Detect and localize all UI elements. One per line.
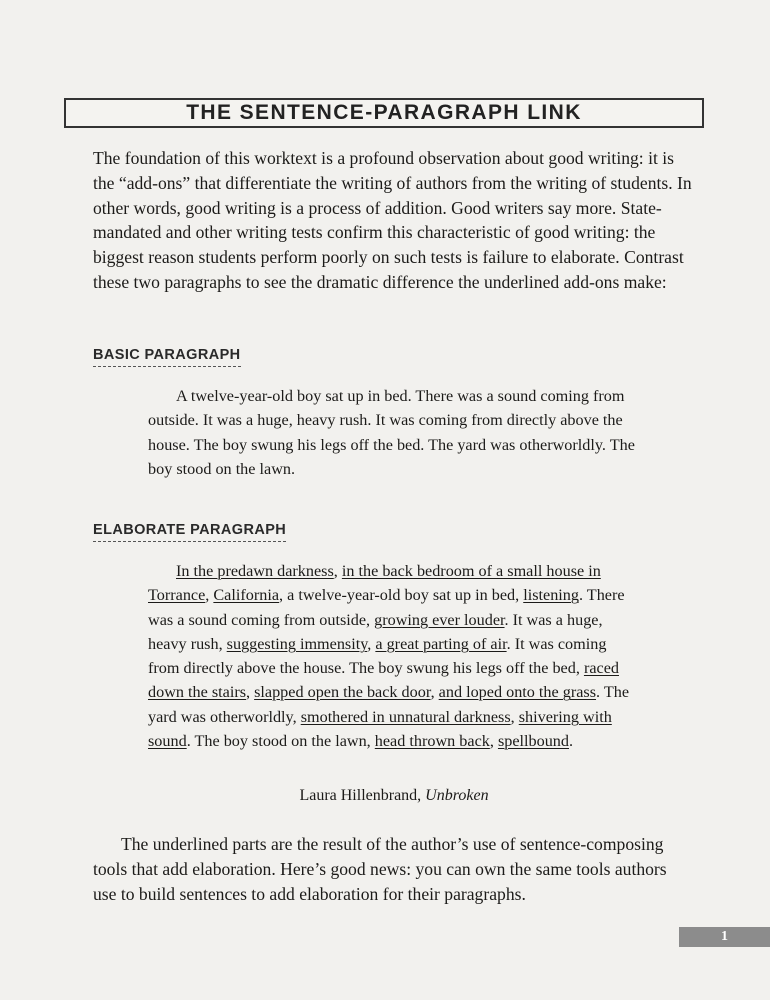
underlined-add-on: smothered in unnatural darkness <box>300 707 511 726</box>
basic-paragraph: A twelve-year-old boy sat up in bed. There was a sound coming from outside. It was a huge, heavy rush. It was coming from directly above the house. The boy swung his legs off the bed. The yard was otherworldly. The boy stood on the lawn. <box>148 387 635 478</box>
underlined-add-on: growing ever louder <box>374 610 505 629</box>
attribution-work: Unbroken <box>425 787 489 804</box>
underlined-add-on: raced down the stairs <box>148 659 619 702</box>
underlined-add-on: spellbound <box>497 732 569 751</box>
paragraph-text-segment: , <box>246 683 255 702</box>
underlined-add-on: In the predawn darkness <box>176 562 334 580</box>
title-box <box>64 98 704 128</box>
elaborate-paragraph <box>148 559 640 753</box>
paragraph-text-segment: , <box>333 562 342 580</box>
underlined-add-on: in the back bedroom of a small house in Torrance <box>148 562 601 605</box>
underlined-add-on: shivering with sound <box>148 707 612 751</box>
intro-paragraph: The foundation of this worktext is a profound observation about good writing: it is the “add-ons” that differentiate the writing of authors from the writing of students. In other words, good writing is a process of addition. Good writers say more. State-mandated and other writing tests confirm this characteristic of good writing: the biggest reason students perform poorly on such tests is failure to elaborate. Contrast these two paragraphs to see the dramatic difference the underlined add-ons make: <box>93 148 692 292</box>
paragraph-text-segment: . <box>569 732 574 751</box>
paragraph-text-segment: , <box>367 634 376 653</box>
paragraph-text-segment: , <box>489 732 498 751</box>
underlined-add-on: suggesting immensity <box>226 634 368 653</box>
paragraph-text-segment: . The boy stood on the lawn, <box>186 732 375 751</box>
attribution <box>148 787 640 805</box>
page-title: THE SENTENCE-PARAGRAPH LINK <box>186 101 582 124</box>
paragraph-text-segment: , <box>510 707 519 726</box>
underlined-add-on: and loped onto the grass <box>438 683 597 702</box>
underlined-add-on: slapped open the back door <box>254 683 431 702</box>
underlined-add-on: listening <box>523 586 579 605</box>
paragraph-text-segment: , a twelve-year-old boy sat up in bed, <box>279 586 524 605</box>
page-number-tab <box>679 927 770 947</box>
paragraph-text-segment: , <box>205 586 214 605</box>
paragraph-text-segment: , <box>430 683 439 702</box>
bleed-through-text <box>560 40 564 58</box>
closing-paragraph: The underlined parts are the result of the author’s use of sentence-composing tools that add elaboration. Here’s good news: you can own the same tools authors use to build sentences to add elaboration for their paragraphs. <box>93 834 667 904</box>
underlined-add-on: California <box>213 586 280 605</box>
attribution-author: Laura Hillenbrand, <box>299 787 426 804</box>
basic-paragraph-heading: BASIC PARAGRAPH <box>93 347 241 367</box>
paragraph-text-segment: . It was a huge, heavy rush, <box>148 610 603 653</box>
elaborate-paragraph-heading: ELABORATE PARAGRAPH <box>93 522 286 542</box>
paragraph-text-segment: . The yard was otherworldly, <box>148 683 629 726</box>
paragraph-text-segment: . It was coming from directly above the house. The boy swung his legs off the bed, <box>148 634 607 678</box>
underlined-add-on: head thrown back <box>374 732 490 751</box>
paragraph-text-segment: . There was a sound coming from outside, <box>148 586 625 629</box>
page-number: 1 <box>721 929 728 944</box>
underlined-add-on: a great parting of air <box>375 634 507 653</box>
